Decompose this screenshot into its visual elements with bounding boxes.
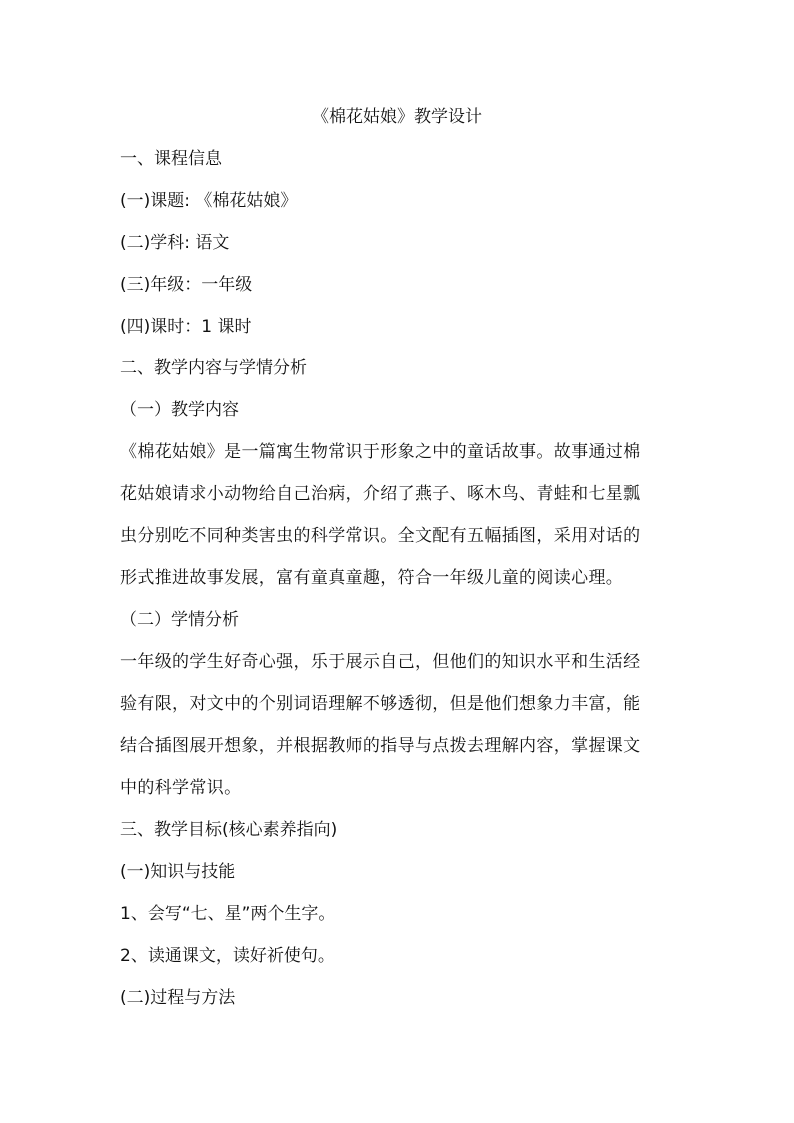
- section-2-heading: 二、教学内容与学情分析: [120, 358, 307, 378]
- learner-analysis-line-3: 结合插图展开想象，并根据教师的指导与点拨去理解内容，掌握课文: [120, 736, 641, 756]
- objective-item-2: 2、读通课文，读好祈使句。: [120, 946, 335, 966]
- section-3-sub-2-heading: (二)过程与方法: [120, 988, 236, 1008]
- teaching-content-line-1: 《棉花姑娘》是一篇寓生物常识于形象之中的童话故事。故事通过棉: [120, 442, 641, 462]
- teaching-content-line-3: 虫分别吃不同种类害虫的科学常识。全文配有五幅插图，采用对话的: [120, 526, 641, 546]
- learner-analysis-line-1: 一年级的学生好奇心强，乐于展示自己，但他们的知识水平和生活经: [120, 652, 641, 672]
- learner-analysis-line-4: 中的科学常识。: [120, 778, 242, 798]
- course-hours: (四)课时：1 课时: [120, 317, 252, 337]
- course-subject: (二)学科: 语文: [120, 233, 230, 253]
- objective-item-1: 1、会写“七、星”两个生字。: [120, 904, 336, 924]
- section-1-heading: 一、课程信息: [120, 149, 222, 169]
- course-grade: (三)年级：一年级: [120, 275, 253, 295]
- section-2-sub-1-heading: （一）教学内容: [120, 400, 239, 420]
- section-2-sub-2-heading: （二）学情分析: [120, 610, 239, 630]
- teaching-content-line-4: 形式推进故事发展，富有童真童趣，符合一年级儿童的阅读心理。: [120, 568, 624, 588]
- course-topic: (一)课题: 《棉花姑娘》: [120, 191, 298, 211]
- teaching-content-line-2: 花姑娘请求小动物给自己治病，介绍了燕子、啄木鸟、青蛙和七星瓢: [120, 484, 641, 504]
- section-3-heading: 三、教学目标(核心素养指向): [120, 820, 338, 840]
- section-3-sub-1-heading: (一)知识与技能: [120, 862, 236, 882]
- learner-analysis-line-2: 验有限，对文中的个别词语理解不够透彻，但是他们想象力丰富，能: [120, 694, 641, 714]
- document-title: 《棉花姑娘》教学设计: [312, 107, 482, 127]
